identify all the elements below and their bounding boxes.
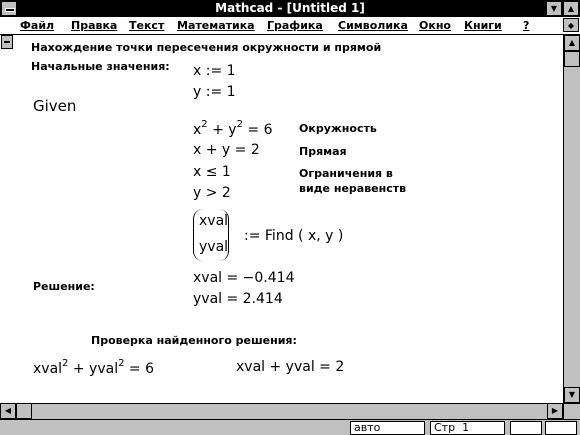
check-exp-b: 2 <box>118 358 125 369</box>
yval-result[interactable]: yval = 2.414 <box>193 291 283 307</box>
status-field-extra-2 <box>545 421 577 435</box>
line-label: Прямая <box>299 145 347 158</box>
circle-label: Окружность <box>299 122 377 135</box>
solution-label: Решение: <box>33 280 95 293</box>
circle-eq-term-a: x <box>193 122 202 138</box>
circle-eq-exp-a: 2 <box>201 119 208 130</box>
menu-bar <box>0 17 580 35</box>
page-number: 1 <box>462 421 470 434</box>
check-sum[interactable]: xval + yval = 2 <box>236 359 345 375</box>
title-bar <box>0 0 580 17</box>
vector-element-yval: yval <box>199 239 229 255</box>
menu-help[interactable]: ? <box>523 19 530 32</box>
y-initial-assignment[interactable]: y := 1 <box>193 84 236 100</box>
check-rhs: = 6 <box>124 361 155 377</box>
status-bar <box>0 419 580 435</box>
window-title: Mathcad - [Untitled 1] <box>215 1 365 15</box>
restriction-label-line1: Ограничения в <box>299 167 393 180</box>
minimize-button[interactable]: ▼ <box>546 1 562 16</box>
x-initial-assignment[interactable]: x := 1 <box>193 63 236 79</box>
given-keyword[interactable]: Given <box>33 97 77 115</box>
menu-graphics[interactable]: Графика <box>267 19 323 32</box>
find-expression[interactable]: := Find ( x, y ) <box>244 228 344 244</box>
circle-eq-rhs: = 6 <box>242 122 273 138</box>
maximize-button[interactable]: ▲ <box>563 1 579 16</box>
check-term-a: xval <box>33 361 63 377</box>
scroll-corner <box>563 403 580 419</box>
vertical-scroll-thumb[interactable] <box>564 51 580 67</box>
worksheet[interactable] <box>0 35 563 403</box>
horizontal-scroll-thumb[interactable] <box>16 403 32 419</box>
restore-button[interactable]: ◆ <box>563 18 579 32</box>
inequality-y[interactable]: y > 2 <box>193 185 231 201</box>
initial-values-label: Начальные значения: <box>31 60 170 73</box>
vertical-scrollbar[interactable] <box>563 35 580 403</box>
horizontal-scrollbar[interactable] <box>0 403 563 419</box>
menu-books[interactable]: Книги <box>464 19 502 32</box>
scroll-left-button[interactable]: ◀ <box>0 403 16 419</box>
restriction-label-line2: виде неравенств <box>299 182 407 195</box>
scroll-up-button[interactable]: ▲ <box>564 35 580 51</box>
menu-file[interactable]: Файл <box>20 19 55 32</box>
page-label: Стр <box>434 421 456 434</box>
worksheet-heading: Нахождение точки пересечения окружности и прямой <box>31 41 382 54</box>
line-equation[interactable]: x + y = 2 <box>193 142 260 158</box>
menu-math[interactable]: Математика <box>177 19 255 32</box>
menu-window[interactable]: Окно <box>419 19 451 32</box>
check-exp-a: 2 <box>62 358 69 369</box>
menu-edit[interactable]: Правка <box>71 19 118 32</box>
menu-symbolic[interactable]: Символика <box>338 19 408 32</box>
inequality-x[interactable]: x ≤ 1 <box>193 164 231 180</box>
vector-element-xval: xval <box>199 213 229 229</box>
menu-text[interactable]: Текст <box>129 19 165 32</box>
circle-eq-term-b: + y <box>207 122 237 138</box>
calc-mode-field[interactable]: авто <box>350 421 425 435</box>
page-field <box>430 421 505 435</box>
check-term-b: + yval <box>68 361 119 377</box>
circle-eq-exp-b: 2 <box>236 119 243 130</box>
xval-result[interactable]: xval = −0.414 <box>193 270 295 286</box>
scroll-down-button[interactable]: ▼ <box>564 387 580 403</box>
status-field-extra <box>510 421 542 435</box>
check-label: Проверка найденного решения: <box>91 334 297 347</box>
circle-equation[interactable] <box>193 119 273 138</box>
scroll-right-button[interactable]: ▶ <box>547 403 563 419</box>
check-sum-of-squares[interactable] <box>33 358 154 377</box>
